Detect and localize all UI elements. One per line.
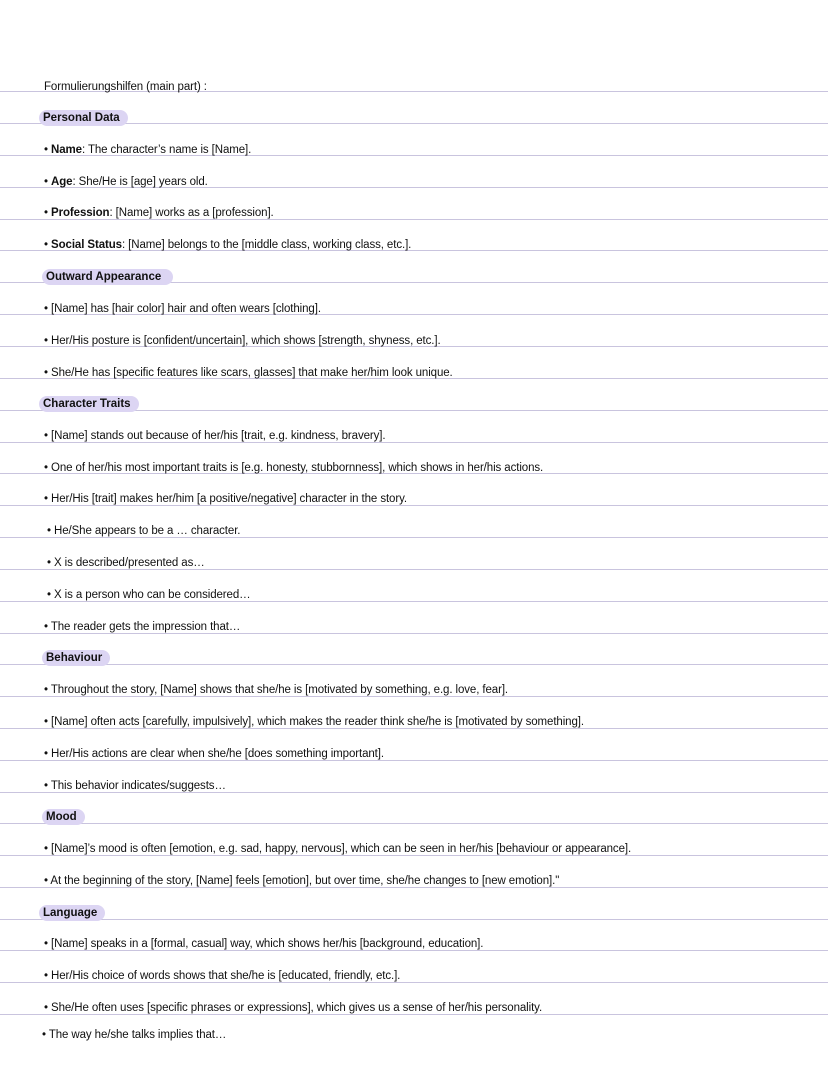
item-term: Profession: [51, 207, 110, 219]
list-item: • Her/His actions are clear when she/he [does something important].: [44, 748, 384, 760]
list-item: • This behavior indicates/suggests…: [44, 780, 226, 792]
page-title: Formulierungshilfen (main part) :: [44, 81, 207, 93]
item-text: : She/He is [age] years old.: [72, 176, 208, 188]
list-item: • [Name]’s mood is often [emotion, e.g. sad, happy, nervous], which can be seen in her/his [behaviour or appearance].: [44, 843, 632, 855]
list-item: • X is described/presented as…: [47, 557, 205, 569]
list-item: • One of her/his most important traits is [e.g. honesty, stubbornness], which shows in her/his actions.: [44, 462, 544, 474]
list-item: • [Name] often acts [carefully, impulsively], which makes the reader think she/he is [motivated by something].: [44, 716, 584, 728]
list-item: • The way he/she talks implies that…: [42, 1029, 227, 1041]
list-item: [44, 206, 274, 220]
item-term: Name: [51, 144, 82, 156]
bullet: •: [44, 207, 48, 219]
item-term: Social Status: [51, 239, 122, 251]
list-item: • The reader gets the impression that…: [44, 621, 241, 633]
list-item: • He/She appears to be a … character.: [47, 525, 241, 537]
list-item: • She/He has [specific features like scars, glasses] that make her/him look unique.: [44, 367, 453, 379]
bullet: •: [44, 176, 48, 188]
list-item: • X is a person who can be considered…: [47, 589, 251, 601]
list-item: • Throughout the story, [Name] shows that she/he is [motivated by something, e.g. love, fear].: [44, 684, 509, 696]
item-text: : [Name] belongs to the [middle class, working class, etc.].: [121, 239, 412, 251]
section-heading-outward-appearance: Outward Appearance: [42, 269, 173, 285]
section-heading-mood: Mood: [42, 809, 85, 825]
list-item: [44, 143, 251, 157]
list-item: • At the beginning of the story, [Name] feels [emotion], but over time, she/he changes to [new emotion].": [44, 875, 560, 887]
bullet: •: [44, 239, 48, 251]
item-text: : The character’s name is [Name].: [81, 144, 252, 156]
ruled-line: [0, 823, 828, 824]
section-heading-character-traits: Character Traits: [39, 396, 139, 412]
ruled-line: [0, 664, 828, 665]
list-item: • [Name] has [hair color] hair and often wears [clothing].: [44, 303, 321, 315]
item-text: : [Name] works as a [profession].: [109, 207, 274, 219]
list-item: • Her/His choice of words shows that she/he is [educated, friendly, etc.].: [44, 970, 401, 982]
bullet: •: [44, 144, 48, 156]
section-heading-behaviour: Behaviour: [42, 650, 110, 666]
list-item: • [Name] stands out because of her/his [trait, e.g. kindness, bravery].: [44, 430, 386, 442]
list-item: [44, 238, 411, 252]
list-item: • [Name] speaks in a [formal, casual] way, which shows her/his [background, education].: [44, 938, 484, 950]
ruled-line: [0, 919, 828, 920]
list-item: [44, 175, 208, 189]
list-item: • She/He often uses [specific phrases or expressions], which gives us a sense of her/his personality.: [44, 1002, 543, 1014]
item-term: Age: [51, 176, 73, 188]
section-heading-personal-data: Personal Data: [39, 110, 128, 126]
list-item: • Her/His posture is [confident/uncertain], which shows [strength, shyness, etc.].: [44, 335, 441, 347]
list-item: • Her/His [trait] makes her/him [a positive/negative] character in the story.: [44, 493, 407, 505]
section-heading-language: Language: [39, 905, 105, 921]
